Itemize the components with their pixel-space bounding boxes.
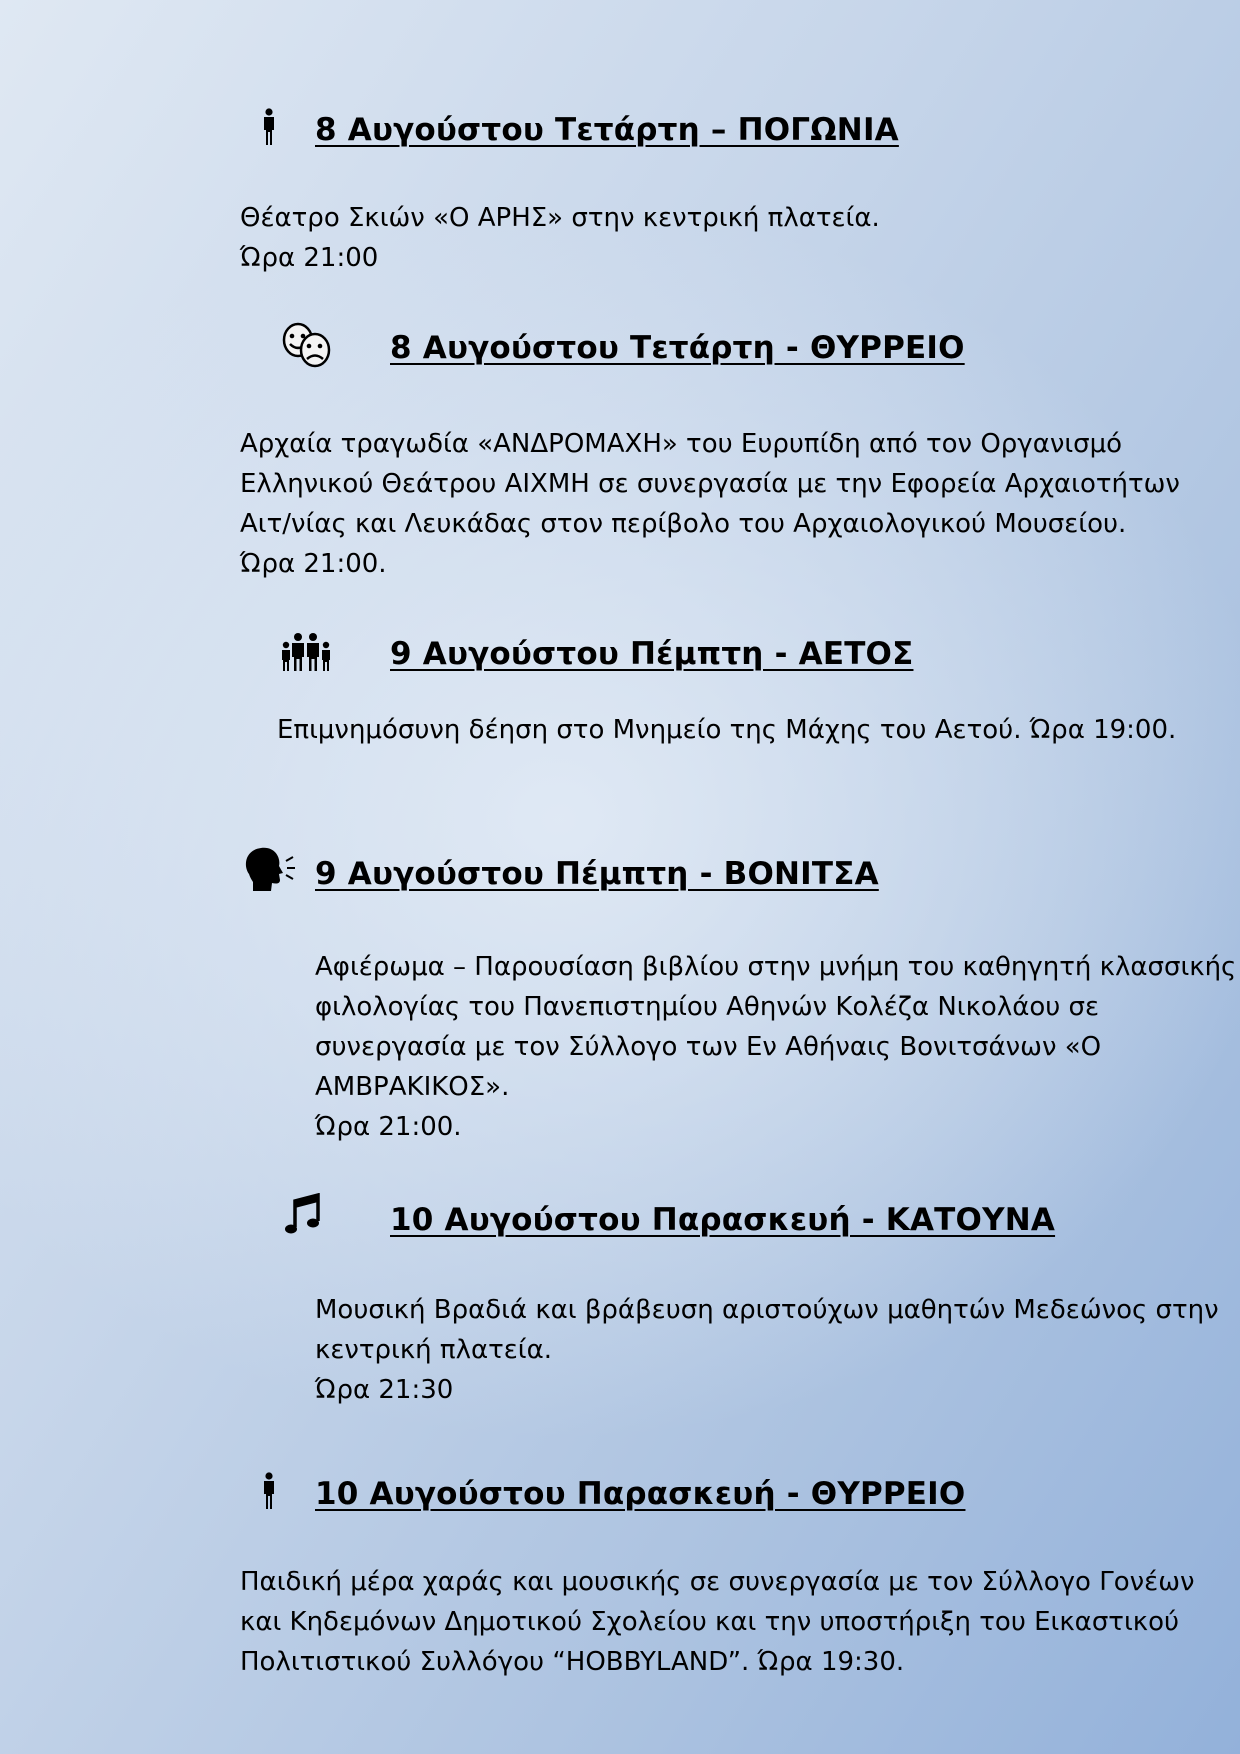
description-line: Επιμνημόσυνη δέηση στο Μνημείο της Μάχης του Αετού. Ώρα 19:00. — [277, 715, 1177, 745]
music-note-icon — [285, 1193, 323, 1237]
description-line: Ώρα 21:00 — [240, 243, 379, 273]
description-line: συνεργασία με τον Σύλλογο των Εν Αθήναις Βονιτσάνων «Ο — [315, 1032, 1102, 1062]
event-heading: 10 Αυγούστου Παρασκευή - ΘΥΡΡΕΙΟ — [315, 1476, 966, 1512]
event-description — [240, 198, 880, 278]
description-line: και Κηδεμόνων Δημοτικού Σχολείου και την υποστήριξη του Εικαστικού — [240, 1607, 1180, 1637]
description-line: Αρχαία τραγωδία «ΑΝΔΡΟΜΑΧΗ» του Ευρυπίδη από τον Οργανισμό — [240, 429, 1123, 459]
description-line: Παιδική μέρα χαράς και μουσικής σε συνεργασία με τον Σύλλογο Γονέων — [240, 1567, 1195, 1597]
description-line: κεντρική πλατεία. — [315, 1335, 553, 1365]
event-description — [315, 947, 1236, 1147]
description-line: Αιτ/νίας και Λευκάδας στον περίβολο του Αρχαιολογικού Μουσείου. — [240, 509, 1127, 539]
description-line: Ώρα 21:30 — [315, 1375, 454, 1405]
event-heading: 10 Αυγούστου Παρασκευή - ΚΑΤΟΥΝΑ — [390, 1202, 1056, 1238]
theater-masks-icon — [280, 322, 334, 368]
event-heading: 9 Αυγούστου Πέμπτη - ΑΕΤΟΣ — [390, 636, 914, 672]
standing-person-icon — [262, 1472, 276, 1510]
description-line: Ώρα 21:00. — [315, 1112, 462, 1142]
description-line: Πολιτιστικού Συλλόγου “HOBBYLAND”. Ώρα 19:30. — [240, 1647, 905, 1677]
family-icon — [280, 632, 332, 672]
description-line: ΑΜΒΡΑΚΙΚΟΣ». — [315, 1072, 510, 1102]
description-line: Ελληνικού Θεάτρου ΑΙΧΜΗ σε συνεργασία με την Εφορεία Αρχαιοτήτων — [240, 469, 1180, 499]
event-heading: 9 Αυγούστου Πέμπτη - ΒΟΝΙΤΣΑ — [315, 856, 879, 892]
event-description — [315, 1290, 1219, 1410]
description-line: Ώρα 21:00. — [240, 549, 387, 579]
event-description — [277, 710, 1176, 750]
speaking-head-icon — [243, 846, 297, 892]
standing-person-icon — [262, 108, 276, 146]
event-heading: 8 Αυγούστου Τετάρτη – ΠΟΓΩΝΙΑ — [315, 112, 899, 148]
description-line: φιλολογίας του Πανεπιστημίου Αθηνών Κολέζα Νικολάου σε — [315, 992, 1100, 1022]
event-description — [240, 424, 1180, 584]
description-line: Θέατρο Σκιών «Ο ΑΡΗΣ» στην κεντρική πλατεία. — [240, 203, 880, 233]
description-line: Μουσική Βραδιά και βράβευση αριστούχων μαθητών Μεδεώνος στην — [315, 1295, 1219, 1325]
event-heading: 8 Αυγούστου Τετάρτη - ΘΥΡΡΕΙΟ — [390, 330, 965, 366]
event-description — [240, 1562, 1195, 1682]
description-line: Αφιέρωμα – Παρουσίαση βιβλίου στην μνήμη του καθηγητή κλασσικής — [315, 952, 1237, 982]
